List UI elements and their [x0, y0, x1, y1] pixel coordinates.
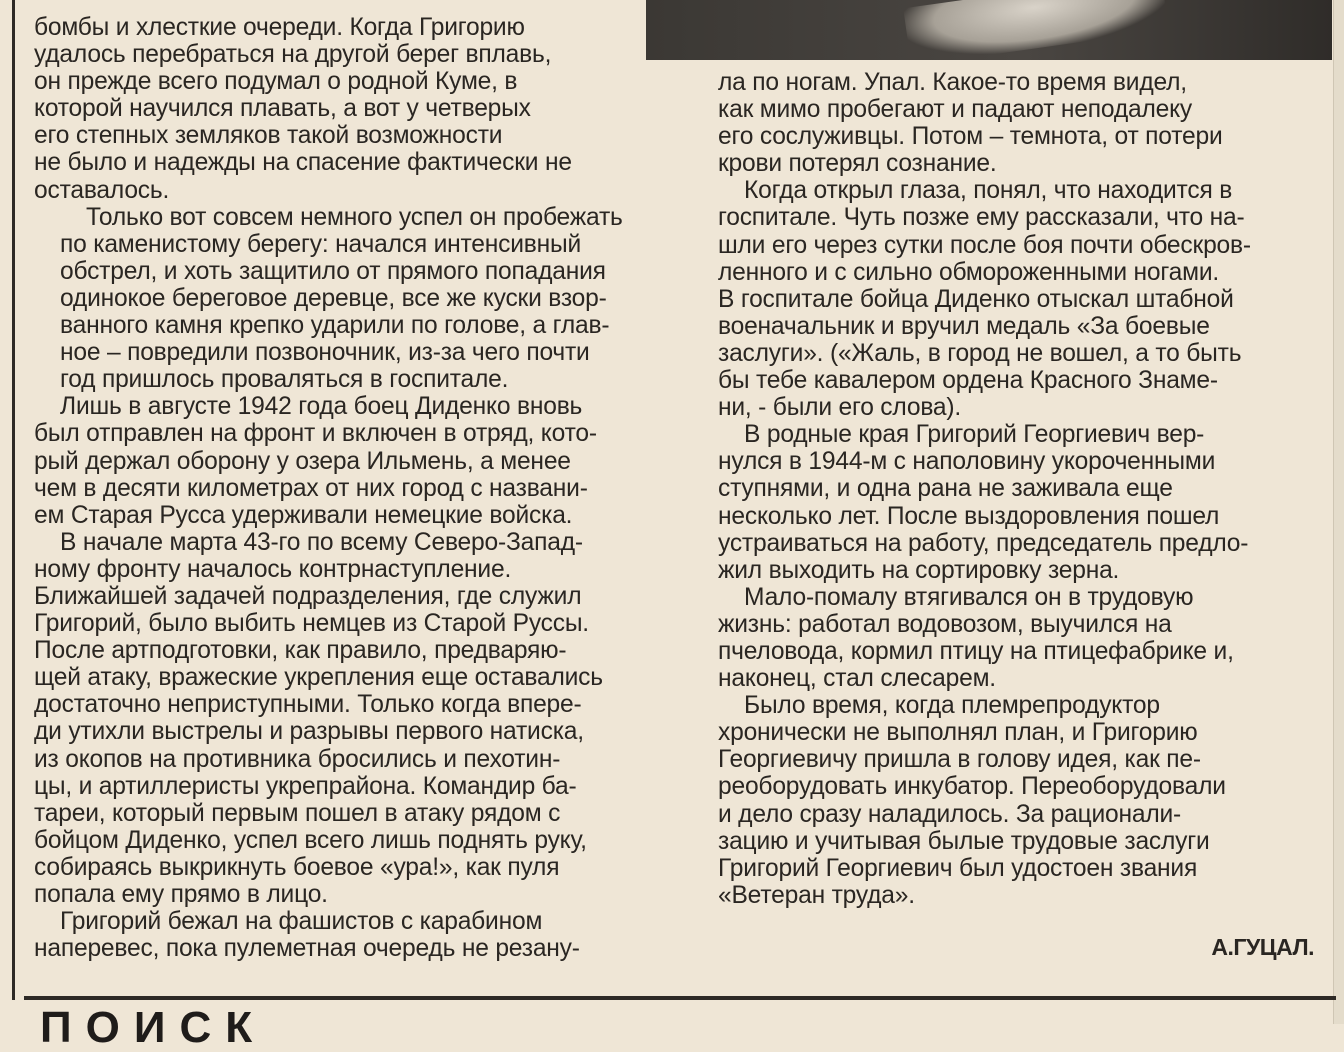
newspaper-photo	[646, 0, 1332, 60]
article-paragraph	[34, 204, 658, 394]
left-column-rule	[12, 0, 15, 1000]
article-right-column	[718, 69, 1310, 909]
text-line: реоборудовать инкубатор. Переоборудовали	[718, 773, 1226, 801]
text-line: несколько лет. После выздоровления пошел	[718, 502, 1220, 530]
article-paragraph	[34, 529, 658, 908]
text-line: попала ему прямо в лицо.	[34, 881, 328, 908]
text-line: ному фронту началось контрнаступление.	[34, 555, 512, 583]
text-line: Георгиевичу пришла в голову идея, как пе-	[718, 746, 1201, 774]
text-line: ем Старая Русса удерживали немецкие войска.	[34, 501, 573, 529]
article-paragraph	[34, 393, 658, 528]
article-left-column	[34, 14, 658, 962]
text-line: бы тебе кавалером ордена Красного Знаме-	[718, 367, 1218, 395]
text-line: Когда открыл глаза, понял, что находится в	[744, 177, 1233, 205]
text-line: ное – повредили позвоночник, из-за чего почти	[60, 339, 590, 367]
text-line: крови потерял сознание.	[718, 150, 997, 178]
text-line: Григорий Георгиевич был удостоен звания	[718, 854, 1198, 882]
text-line: Григорий, было выбить немцев из Старой Руссы.	[34, 610, 589, 638]
text-line: щей атаку, вражеские укрепления еще оставались	[34, 664, 603, 692]
article-paragraph	[34, 908, 658, 962]
text-line: обстрел, и хоть защитило от прямого попадания	[60, 257, 606, 285]
text-line: «Ветеран труда».	[718, 881, 915, 909]
next-article-heading-text: ПОИСК	[40, 1003, 267, 1052]
text-line: ступнями, и одна рана не заживала еще	[718, 475, 1173, 503]
text-line: Ближайшей задачей подразделения, где служил	[34, 582, 582, 610]
text-line: одинокое береговое деревце, все же куски взор-	[60, 284, 607, 312]
text-line: госпитале. Чуть позже ему рассказали, что на-	[718, 204, 1245, 232]
article-paragraph	[718, 177, 1310, 421]
text-line: собираясь выкрикнуть боевое «ура!», как пуля	[34, 853, 560, 881]
text-line: из окопов на противника бросились и пехотин-	[34, 745, 561, 773]
text-line: его сослуживцы. Потом – темнота, от потери	[718, 123, 1223, 151]
text-line: ванного камня крепко ударили по голове, а глав-	[60, 312, 610, 340]
text-line: как мимо пробегают и падают неподалеку	[718, 96, 1193, 124]
next-article-heading-fragment	[40, 1003, 560, 1052]
text-line: Григорий бежал на фашистов с карабином	[60, 908, 543, 936]
article-paragraph	[718, 421, 1310, 584]
text-line: нулся в 1944-м с наполовину укороченными	[718, 448, 1216, 476]
text-line: заслуги». («Жаль, в город не вошел, а то быть	[718, 339, 1242, 367]
text-line: Было время, когда племрепродуктор	[744, 692, 1160, 720]
text-line: год пришлось проваляться в госпитале.	[60, 366, 509, 394]
text-line: зацию и учитывая былые трудовые заслуги	[718, 827, 1210, 855]
text-line: ни, - были его слова).	[718, 394, 962, 422]
text-line: достаточно неприступными. Только когда впере-	[34, 691, 582, 719]
text-line: которой научился плавать, а вот у четверых	[34, 95, 531, 123]
text-line: наперевес, пока пулеметная очередь не резану-	[34, 935, 580, 963]
text-line: военачальник и вручил медаль «За боевые	[718, 312, 1210, 340]
section-divider	[24, 996, 1336, 1000]
text-line: был отправлен на фронт и включен в отряд, кото-	[34, 420, 597, 448]
text-line: тареи, который первым пошел в атаку рядом с	[34, 799, 561, 827]
text-line: В родные края Григорий Георгиевич вер-	[744, 421, 1205, 449]
text-line: и дело сразу наладилось. За рационали-	[718, 800, 1182, 828]
text-line: оставалось.	[34, 176, 170, 204]
text-line: его степных земляков такой возможности	[34, 122, 503, 150]
text-line: бомбы и хлесткие очереди. Когда Григорию	[34, 14, 525, 41]
article-paragraph	[718, 692, 1310, 909]
text-line: В госпитале бойца Диденко отыскал штабной	[718, 285, 1234, 313]
text-line: После артподготовки, как правило, предваряю-	[34, 637, 567, 665]
photo-hand-detail	[903, 0, 1169, 66]
text-line: ла по ногам. Упал. Какое-то время видел,	[718, 69, 1187, 96]
text-line: не было и надежды на спасение фактически не	[34, 149, 572, 177]
text-line: хронически не выполнял план, и Григорию	[718, 719, 1198, 747]
article-paragraph	[34, 14, 658, 204]
article-paragraph	[718, 584, 1310, 692]
text-line: он прежде всего подумал о родной Куме, в	[34, 68, 518, 96]
text-line: Только вот совсем немного успел он пробежать	[86, 203, 623, 231]
text-line: бойцом Диденко, успел всего лишь поднять руку,	[34, 826, 587, 854]
author-signature: А.ГУЦАЛ.	[1211, 934, 1314, 960]
page-edge	[1333, 0, 1344, 1024]
text-line: наконец, стал слесарем.	[718, 665, 996, 693]
text-line: Мало-помалу втягивался он в трудовую	[744, 583, 1194, 611]
text-line: ди утихли выстрелы и разрывы первого натиска,	[34, 718, 584, 746]
text-line: цы, и артиллеристы укрепрайона. Командир ба-	[34, 772, 577, 800]
text-line: по каменистому берегу: начался интенсивный	[60, 230, 582, 258]
text-line: жил выходить на сортировку зерна.	[718, 556, 1120, 584]
text-line: В начале марта 43-го по всему Северо-Запад-	[60, 528, 583, 556]
text-line: устраиваться на работу, председатель предло-	[718, 529, 1249, 557]
text-line: пчеловода, кормил птицу на птицефабрике и,	[718, 637, 1234, 665]
article-paragraph	[718, 69, 1310, 177]
text-line: ленного и с сильно обмороженными ногами.	[718, 258, 1219, 286]
text-line: чем в десяти километрах от них город с названи-	[34, 474, 588, 502]
text-line: рый держал оборону у озера Ильмень, а менее	[34, 447, 571, 475]
text-line: удалось перебраться на другой берег вплавь,	[34, 41, 552, 69]
text-line: жизнь: работал водовозом, выучился на	[718, 610, 1172, 638]
text-line: Лишь в августе 1942 года боец Диденко вновь	[60, 393, 583, 421]
text-line: шли его через сутки после боя почти обескров-	[718, 231, 1251, 259]
